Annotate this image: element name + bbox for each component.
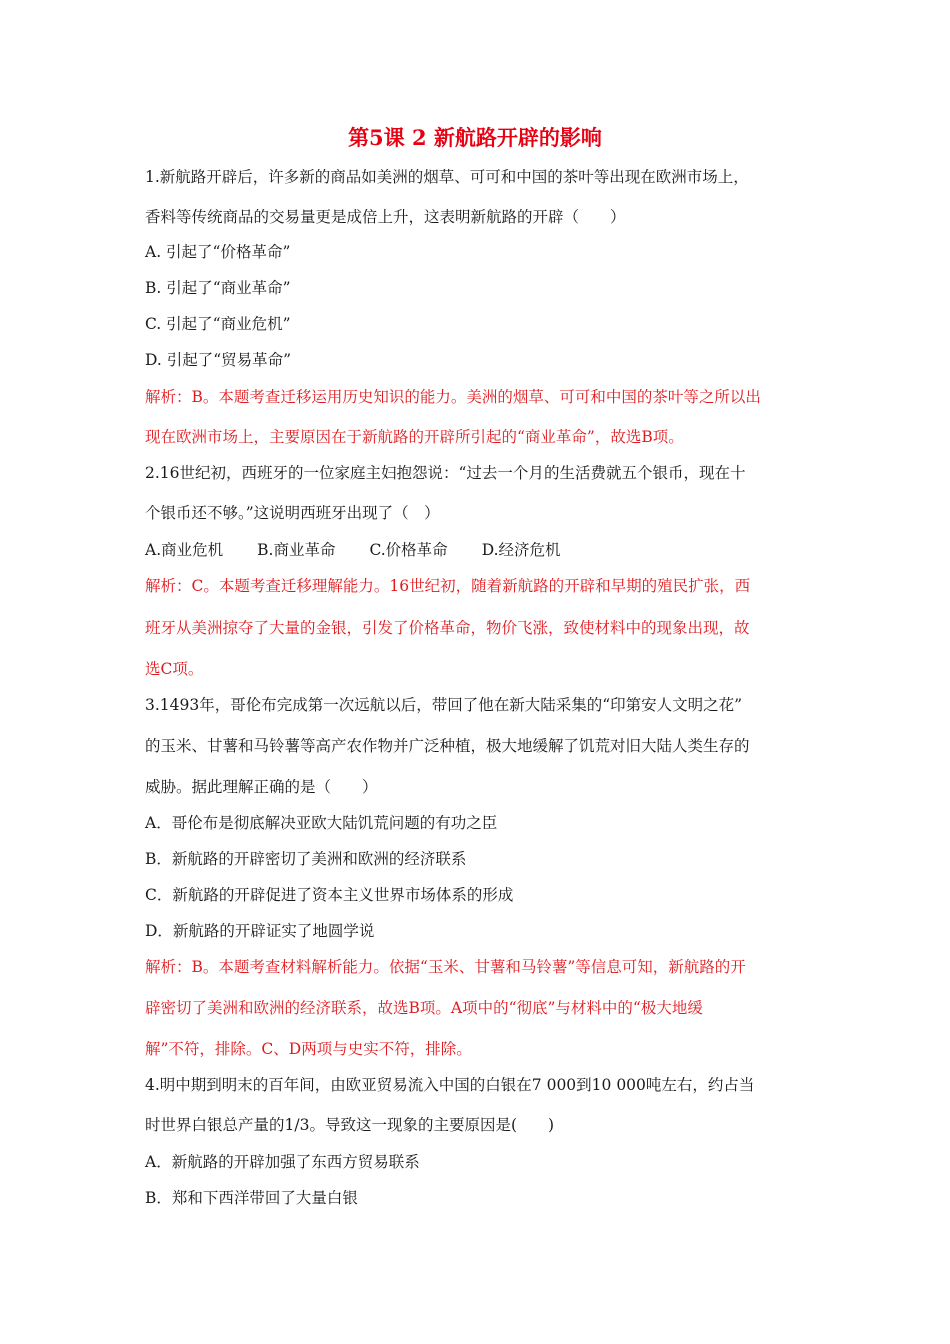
q4-stem-line1: 4.明中期到明末的百年间，由欧亚贸易流入中国的白银在7 000到10 000吨左右，约占当: [145, 1076, 755, 1094]
q3-option-d: D．新航路的开辟证实了地圆学说: [145, 922, 375, 940]
q3-stem-line1: 3.1493年，哥伦布完成第一次远航以后，带回了他在新大陆采集的“印第安人文明之花”: [145, 696, 743, 714]
q1-option-d: D. 引起了“贸易革命”: [145, 351, 292, 369]
q3-option-b: B．新航路的开辟密切了美洲和欧洲的经济联系: [145, 850, 467, 868]
q1-stem-line1: 1.新航路开辟后，许多新的商品如美洲的烟草、可可和中国的茶叶等出现在欧洲市场上，: [145, 168, 749, 186]
q2-options-row: [145, 538, 595, 560]
q2-answer-line1: 解析：C。本题考查迁移理解能力。16世纪初，随着新航路的开辟和早期的殖民扩张，西: [145, 577, 751, 595]
page-title: 第5课 2 新航路开辟的影响: [348, 125, 602, 150]
q3-stem-line3: 威胁。据此理解正确的是（ ）: [145, 778, 378, 796]
q3-stem-line2: 的玉米、甘薯和马铃薯等高产农作物并广泛种植，极大地缓解了饥荒对旧大陆人类生存的: [145, 737, 750, 755]
q2-answer-line2: 班牙从美洲掠夺了大量的金银，引发了价格革命，物价飞涨，致使材料中的现象出现，故: [145, 619, 750, 637]
q4-option-a: A．新航路的开辟加强了东西方贸易联系: [145, 1153, 420, 1171]
q2-option-d: D.经济危机: [481, 541, 561, 559]
q2-option-b: B.商业革命: [257, 541, 336, 559]
q2-stem-line2: 个银币还不够。”这说明西班牙出现了（ ）: [145, 504, 440, 522]
q2-option-a: A.商业危机: [145, 541, 224, 559]
q3-answer-line2: 辟密切了美洲和欧洲的经济联系，故选B项。A项中的“彻底”与材料中的“极大地缓: [145, 999, 703, 1017]
q2-option-c: C.价格革命: [369, 541, 448, 559]
q3-answer-line1: 解析：B。本题考查材料解析能力。依据“玉米、甘薯和马铃薯”等信息可知，新航路的开: [145, 958, 746, 976]
q2-answer-line3: 选C项。: [145, 660, 204, 678]
q3-option-a: A．哥伦布是彻底解决亚欧大陆饥荒问题的有功之臣: [145, 814, 498, 832]
q2-stem-line1: 2.16世纪初，西班牙的一位家庭主妇抱怨说：“过去一个月的生活费就五个银币，现在十: [145, 464, 746, 482]
q1-answer-line1: 解析：B。本题考查迁移运用历史知识的能力。美洲的烟草、可可和中国的茶叶等之所以出: [145, 388, 761, 406]
q3-option-c: C．新航路的开辟促进了资本主义世界市场体系的形成: [145, 886, 514, 904]
q4-stem-line2: 时世界白银总产量的1/3。导致这一现象的主要原因是( ): [145, 1116, 555, 1134]
q1-option-a: A. 引起了“价格革命”: [145, 243, 291, 261]
q1-stem-line2: 香料等传统商品的交易量更是成倍上升，这表明新航路的开辟（ ）: [145, 208, 626, 226]
q1-option-b: B. 引起了“商业革命”: [145, 279, 291, 297]
q4-option-b: B．郑和下西洋带回了大量白银: [145, 1189, 358, 1207]
q1-option-c: C. 引起了“商业危机”: [145, 315, 291, 333]
q3-answer-line3: 解”不符，排除。C、D两项与史实不符，排除。: [145, 1040, 472, 1058]
q1-answer-line2: 现在欧洲市场上，主要原因在于新航路的开辟所引起的“商业革命”，故选B项。: [145, 428, 684, 446]
